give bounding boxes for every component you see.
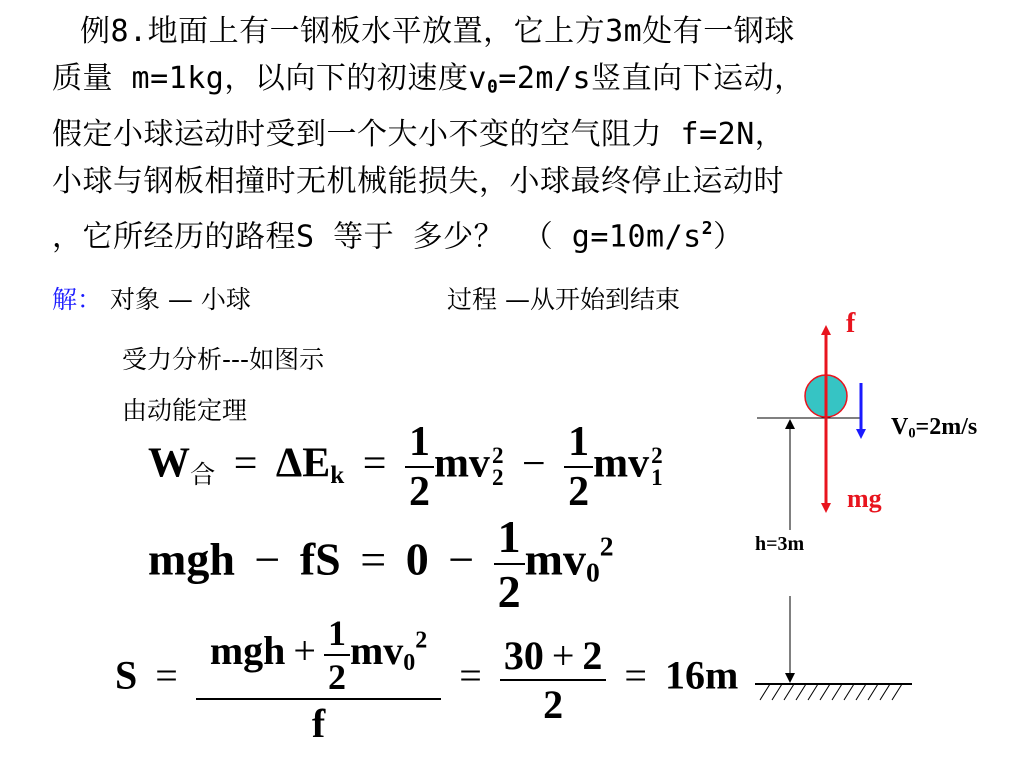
problem-line-3: 假定小球运动时受到一个大小不变的空气阻力 f=2N，: [52, 116, 786, 152]
problem-line-1: 例8.地面上有一钢板水平放置，它上方3m处有一钢球: [80, 14, 795, 49]
problem-line-2: [52, 55, 1012, 111]
eq1-half-2-den: 2: [564, 466, 593, 516]
problem-line-4: 小球与钢板相撞时无机械能损失，小球最终停止运动时: [52, 163, 784, 199]
eq3-half-den: 2: [324, 654, 350, 698]
eq2-zero: 0: [405, 533, 429, 585]
solution-object: 对象 — 小球: [109, 285, 251, 314]
eq2-v0-sub: 0: [586, 556, 600, 588]
eq1-v2-scripts: [491, 442, 504, 490]
eq3-numerator: [196, 612, 441, 698]
eq1-W: W: [148, 440, 190, 487]
solution-label: 解：: [52, 285, 103, 314]
eq1-half-2: [564, 418, 593, 516]
eq1-v1-sub: 1: [651, 464, 663, 490]
eq2-half-den: 2: [494, 563, 525, 618]
eq3-plus-1: +: [293, 628, 316, 674]
eq3-S: S: [115, 652, 138, 698]
problem-line-5-b: ）: [713, 219, 744, 255]
eq1-minus: −: [521, 440, 546, 487]
friction-label: f: [846, 308, 856, 339]
eq2-mgh: mgh: [148, 533, 235, 585]
eq3-plus-2: +: [551, 632, 575, 678]
eq1-equals-1: =: [233, 440, 258, 487]
eq3-mv: mv: [349, 628, 404, 674]
eq3-numeric-denominator: 2: [500, 679, 607, 728]
gravity-label: mg: [847, 484, 882, 513]
eq3-main-fraction: [196, 612, 441, 747]
eq2-half-num: 1: [497, 511, 521, 562]
eq2-v0-sup: 2: [599, 530, 614, 562]
eq1-equals-2: =: [362, 440, 387, 487]
steel-ball: [805, 375, 847, 417]
ground-hatching: [760, 684, 902, 700]
eq3-result: 16m: [664, 652, 739, 698]
eq1-mv-1: mv: [433, 440, 490, 487]
problem-line-5-a: ，它所经历的路程S 等于 多少？ （ g=10m/s: [52, 219, 702, 255]
eq3-numeric-fraction: [500, 632, 607, 728]
equation-work-energy: [148, 418, 663, 516]
eq1-v2-sub: 2: [491, 464, 504, 490]
g-unit-superscript: 2: [701, 217, 714, 239]
problem-line-2-b: =2m/s竖直向下运动，: [498, 61, 805, 96]
velocity-label-v: V: [891, 414, 909, 440]
eq1-half-2-num: 1: [568, 419, 590, 465]
eq2-fS: fS: [299, 533, 341, 585]
problem-statement: [52, 8, 1012, 260]
velocity-label-value: =2m/s: [915, 414, 978, 440]
v0-subscript: 0: [486, 76, 499, 98]
eq1-half-1: [405, 418, 434, 516]
eq3-denominator: f: [196, 698, 441, 747]
eq3-2: 2: [582, 632, 603, 678]
eq3-equals-3: =: [624, 652, 647, 698]
eq1-half-1-num: 1: [408, 419, 430, 465]
eq3-30: 30: [503, 632, 544, 678]
eq3-mgh: mgh: [209, 628, 286, 674]
eq2-minus-1: −: [254, 533, 281, 585]
height-label: h=3m: [755, 533, 805, 555]
eq3-numeric-numerator: [500, 632, 607, 679]
solution-force-analysis: 受力分析---如图示: [122, 345, 325, 374]
solution-process: 过程 —从开始到结束: [447, 285, 680, 314]
eq2-equals: =: [360, 533, 387, 585]
eq2-half: [494, 510, 525, 618]
velocity-label: [891, 414, 977, 443]
eq1-v1-scripts: [651, 442, 663, 490]
eq3-v0-sub: 0: [403, 650, 416, 677]
problem-line-5: [52, 205, 1012, 261]
velocity-label-sub: 0: [908, 425, 916, 442]
eq1-v1-sup: 2: [651, 442, 663, 469]
equation-energy-balance: [148, 510, 614, 618]
eq1-mv-2: mv: [593, 440, 650, 487]
eq3-equals-2: =: [459, 652, 482, 698]
eq1-Ek-sub: k: [330, 461, 345, 489]
eq3-v0-sup: 2: [415, 627, 428, 654]
solution-theorem: 由动能定理: [122, 396, 248, 425]
equation-path-result: [115, 612, 738, 747]
eq2-minus-2: −: [448, 533, 475, 585]
eq3-equals-1: =: [155, 652, 178, 698]
eq3-half: [324, 612, 350, 698]
solution-header: [52, 280, 251, 316]
problem-line-2-a: 质量 m=1kg，以向下的初速度v: [52, 61, 487, 96]
eq1-half-1-den: 2: [405, 466, 434, 516]
eq3-half-num: 1: [327, 613, 346, 653]
eq1-v2-sup: 2: [491, 442, 504, 469]
eq1-delta-E: ΔE: [275, 440, 331, 487]
eq1-W-sub: 合: [190, 459, 216, 489]
eq2-mv: mv: [524, 533, 586, 585]
